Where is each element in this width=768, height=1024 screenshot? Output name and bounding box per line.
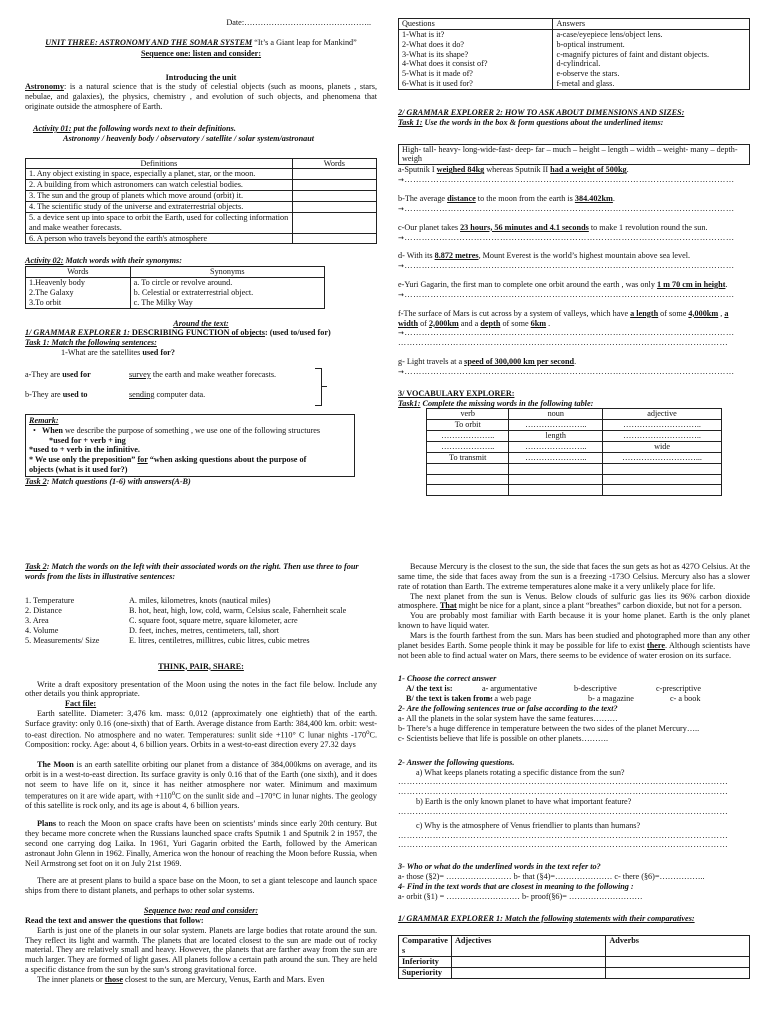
bottom-right-column: [398, 558, 750, 979]
answer-line-d[interactable]: →……………………………………………………………………………………………………: [398, 261, 735, 271]
activity-01-word-list: Astronomy / heavenly body / observatory / satellite / solar system/astronaut: [63, 133, 315, 143]
table-row: 6-What is it used for? f-metal and glass.: [399, 79, 750, 89]
answer-line-a[interactable]: →……………………………………………………………………………………………………: [398, 175, 735, 185]
q2-a: a) What keeps planets rotating a specific distance from the sun?: [416, 767, 625, 777]
used-for-examples: a-They are used for survey the earth and make weather forecasts. b-They are used to sending computer data.: [25, 370, 377, 410]
comparatives-table: Comparative s Adjectives Adverbs Inferiority Superiority: [398, 935, 750, 978]
q4-items[interactable]: a- orbit (§1) = ……………………… b- proof(§6)= ………………………: [398, 891, 643, 901]
earth-paragraph: You are probably most familiar with Earth because it is your home planet. Earth is the only planet known to have liquid water.: [398, 611, 750, 631]
remark-box: Remark: • When we describe the purpose of something , we use one of the following structures *used for + verb + ing *used to + verb in the infinitive. * We use only the preposition” for “when asking questions about the purpose of objects (what is it used for?): [25, 414, 355, 477]
unit-title: UNIT THREE: ASTRONOMY AND THE SOMAR SYSTEM: [45, 37, 253, 47]
true-false-a: a- All the planets in the solar system have the same features………: [398, 714, 618, 724]
reading-text-paragraph-1: Earth is just one of the planets in our solar system. Planets are large bodies that rotate around the sun. They reflect its light and warmth. The planets that are located closest to the sun are made out of rocky material. They are relatively small and heavy. However, the planets that are farther away from the sun are much larger. They are formed of light gases. All planets follow a certain path around the sun. They are held a specific distance from the sun by the sun’s strong gravitational force.: [25, 925, 377, 975]
intro-heading: Introducing the unit: [165, 72, 237, 82]
answer-line-e[interactable]: →……………………………………………………………………………………………………: [398, 289, 735, 299]
table-row: 3-What is its shape? c-magnify pictures of faint and distant objects.: [399, 50, 750, 60]
answer-line[interactable]: ……………………………………………………………………………………………………: [398, 777, 729, 787]
table-row: 6. A person who travels beyond the earth's atmosphere: [26, 233, 377, 244]
grammar-explorer-comparatives-heading: 1/ GRAMMAR EXPLORER 1: Match the following statements with their comparatives:: [398, 913, 695, 923]
activity-01-instruction: put the following words next to their definitions.: [71, 123, 236, 133]
table-row: [427, 463, 722, 474]
words-header: Words: [292, 158, 376, 169]
moon-paragraph: The Moon is an earth satellite orbiting our planet from a distance of 384,000kms on average, and its orbit is in a west-to-east direction. Its surface gravity is only 0.16 that of the Earth (one sixth), and it does not seem to have life on it, since it has neither atmosphere nor water. Minimum and maximum temperatures on it are wide apart, with $+110^oC$ on the sunlit side and –170°C in lunar nights. The geology of this satellite is rock only, and its age is about 4, 6 billion years.: [25, 760, 377, 811]
q3-items[interactable]: a- those (§2)= …………………… b- that (§4)=………………… c- there (§6)=……………..: [398, 872, 705, 882]
qa-table: Questions Answers 1-What is it? a-case/eyepiece lens/object lens. 2-What does it do? b-optical instrument. 3-What is its shape? c-magnify pictures of faint and distant objects. 4-What does it consist of? d-cylindrical. 5-What is it made of? e-observe the stars. 6-What is it used for? f-metal and glass.: [398, 18, 750, 90]
table-row: 2. A building from which astronomers can watch celestial bodies.: [26, 180, 377, 191]
table-row: 2-What does it do? b-optical instrument.: [399, 40, 750, 50]
q3-heading: 3- Who or what do the underlined words in the text refer to?: [398, 862, 601, 872]
q2-c: c) Why is the atmosphere of Venus friendlier to plants than humans?: [416, 820, 641, 830]
read-text-instruction: Read the text and answer the questions that follow:: [25, 915, 204, 925]
task-1-heading: Task 1: Match the following sentences:: [25, 338, 157, 348]
table-row: Inferiority: [399, 957, 750, 968]
fact-file-text: Earth satellite. Diameter: 3,476 km. mass: 0,012 (approximately one eightieth) that of the earth. Surface gravity: only 0.16 (one-sixth) that of Earth. Average distance from Earth: 384,400 km. orbit: west-to-east direction. No atmosphere and no water. Temperatures: sunlit side +110° C lunar nights -170$^o$C. Composition: rocky. Age: about 4, 6 billion years. Orbits in a west-to-east direction every 27.32 days: [25, 709, 377, 750]
activity-02-instruction: Activity 02: Match words with their synonyms:: [25, 256, 182, 266]
vocabulary-explorer-heading: 3/ VOCABULARY EXPLORER:: [398, 388, 515, 398]
activity-01-label: Activity 01:: [33, 123, 72, 133]
answer-line[interactable]: ……………………………………………………………………………………………………: [398, 787, 729, 797]
space-base-paragraph: There are at present plans to build a space base on the Moon, to set a giant telescope and launch space ships from there to distant planets, and perhaps to other solar systems.: [25, 876, 377, 896]
answer-cell[interactable]: [292, 169, 376, 180]
sentence-g: g- Light travels at a speed of 300,000 km per second.: [398, 357, 577, 367]
comp-inferiority-adj: [451, 957, 605, 968]
q2-heading: 2- Answer the following questions.: [398, 757, 515, 767]
true-false-b: b- There’s a huge difference in temperature between the two sides of the planet Mercury…..: [398, 723, 700, 733]
sequence-two-title: Sequence two: read and consider:: [143, 906, 259, 916]
mercury-paragraph: Because Mercury is the closest to the sun, the side that faces the sun gets as hot as 427O Celsius. At the same time, the side that faces away from the sun is a freezing -173O Celsius. Mercury also has a slower rate of rotation than Earth. The extreme temperatures alone make it a very unlikely place for life.: [398, 562, 750, 591]
table-row: 2.The Galaxy b. Celestial or extraterrestrial object.: [26, 288, 325, 298]
task-2-matching-instruction: Task 2: Match the words on the left with their associated words on the right. Then use three to four words from the lists in illustrative sentences:: [25, 562, 359, 581]
true-false-c: c- Scientists believe that life is possible on other planets……….: [398, 733, 609, 743]
grammar-explorer-2-heading: 2/ GRAMMAR EXPLORER 2: HOW TO ASK ABOUT DIMENSIONS AND SIZES:: [398, 107, 685, 117]
unit-subtitle: “It’s a Giant leap for Mankind”: [254, 37, 357, 47]
table-row: To orbit ………………….. ………………………..: [427, 420, 722, 431]
word-box: High- tall- heavy- long-wide-fast- deep- far – much – height – length – width – weight- many – depth- weigh: [398, 144, 750, 166]
answer-line-g[interactable]: →……………………………………………………………………………………………………: [398, 366, 735, 376]
bracket-shape: [315, 368, 322, 406]
grammar-explorer-1-heading: 1/ GRAMMAR EXPLORER 1: DESCRIBING FUNCTION of objects: (used to/used for): [25, 328, 331, 338]
answer-line[interactable]: ……………………………………………………………………………………………………: [398, 806, 729, 816]
task-2-heading: Task 2: Match questions (1-6) with answers(A-B): [25, 477, 191, 486]
sequence-one-title: Sequence one: listen and consider:: [140, 48, 262, 58]
answer-cell[interactable]: [292, 233, 376, 244]
fact-file-heading: Fact file:: [65, 699, 97, 709]
table-row: 1-What is it? a-case/eyepiece lens/object lens.: [399, 29, 750, 39]
answer-line-b[interactable]: →……………………………………………………………………………………………………: [398, 203, 735, 213]
ge2-task-1: Task 1: Use the words in the box & form questions about the underlined items:: [398, 117, 664, 127]
sentence-a: a-Sputnik I weighed 84kg whereas Sputnik II had a weight of 500kg.: [398, 165, 629, 175]
answer-line[interactable]: ……………………………………………………………………………………………………: [398, 830, 729, 840]
q1-options: A/ the text is: a- argumentative b-descriptive c-prescriptive B/ the text is taken from: a- a web page b- a magazine c- a book: [406, 684, 702, 704]
reading-text-paragraph-2: The inner planets or those closest to the sun, are Mercury, Venus, Earth and Mars. Even: [37, 974, 325, 984]
mars-paragraph: Mars is the fourth farthest from the sun. Mars has been studied and photographed more than any other planet besides Earth. Some people think it may be possible for life to exist there. Although scientists have not been able to find actual water on Mars, there seems to be evidence of water erosion on its surface.: [398, 630, 750, 660]
definitions-header: Definitions: [26, 158, 293, 169]
table-row: 5-What is it made of? e-observe the stars.: [399, 69, 750, 79]
sentence-d: d- With its 8.872 metres, Mount Everest is the world’s highest mountain above sea level.: [398, 251, 691, 261]
bottom-left-column: [25, 558, 377, 985]
definitions-table: [25, 158, 377, 245]
q1-heading: 1- Choose the correct answer: [398, 674, 497, 684]
table-row: 1.Heavenly body a. To circle or revolve around.: [26, 278, 325, 288]
answer-line[interactable]: ……………………………………………………………………………………………………: [398, 840, 729, 850]
astronomy-definition: Astronomy: is a natural science that is the study of celestial objects (such as moons, planets , stars, nebulae, and galaxies), the physics, chemistry , and evolution of such objects, and phenomena that originate outside the atmosphere of Earth.: [25, 82, 377, 112]
sentence-b: b-The average distance to the moon from the earth is 384.402km.: [398, 193, 615, 203]
sentence-c: c-Our planet takes 23 hours, 56 minutes and 4.1 seconds to make 1 revolution round the sun.: [398, 222, 708, 232]
table-row: 5. a device sent up into space to orbit the Earth, used for collecting information and make weather forecasts.: [26, 212, 377, 233]
task-1-question: 1-What are the satellites used for?: [61, 348, 175, 358]
sentence-e: e-Yuri Gagarin, the first man to complete one orbit around the earth , was only 1 m 70 cm in height.: [398, 280, 728, 290]
venus-paragraph: The next planet from the sun is Venus. Below clouds of sulfuric gas lies its 96% carbon dioxide atmosphere. That might be nice for a plant, since a plant “breathes” carbon dioxide, but not for a person.: [398, 591, 750, 611]
top-left-column: [25, 18, 377, 487]
answer-cell[interactable]: [292, 180, 376, 191]
plans-paragraph: Plans to reach the Moon on space crafts have been on scientists’ minds since early 20th century. But they became more concrete when the Russians launched space crafts Sputnik 1 and Sputnik 2 in 1957, the second one carrying dog Laika. In 1961, Yuri Gagarin orbited the Earth, followed by the American astronaut John Glenn in 1962. Finally, America won the honour of reaching the Moon before Russia, when Neil Armstrong set foot on it on July 21st 1969.: [25, 819, 377, 868]
table-row: [427, 474, 722, 485]
table-row: 4. The scientific study of the universe and extraterrestrial objects.: [26, 201, 377, 212]
synonyms-table: Words Synonyms 1.Heavenly body a. To circle or revolve around. 2.The Galaxy b. Celestial or extraterrestrial object. 3.To orbit c. The Milky Way: [25, 266, 325, 308]
top-right-column: [398, 18, 750, 496]
word-forms-table: verb noun adjective To orbit ………………….. ……………………….. ……………….. length ……………………….. ……………….. ………………….. wide To transmit ………………….. ………………………...: [426, 408, 722, 496]
table-row: To transmit ………………….. ………………………...: [427, 452, 722, 463]
remark-line-4: * We use only the preposition” for “when asking questions about the purpose of: [29, 455, 307, 465]
answer-cell[interactable]: [292, 201, 376, 212]
true-false-heading: 2- Are the following sentences true or false according to the text?: [398, 704, 618, 714]
table-row: 1. Any object existing in space, especially a planet, star, or the moon.: [26, 169, 377, 180]
table-row: ……………….. ………………….. wide: [427, 442, 722, 453]
tps-instruction: Write a draft expository presentation of the Moon using the notes in the fact file below. Include any other details you think appropriate.: [25, 679, 377, 699]
matching-list: 1. Temperature A. miles, kilometres, knots (nautical miles) 2. Distance B. hot, heat, high, low, cold, warm, Celsius scale, Fahernheit scale 3. Area C. square foot, square metre, square kilometer, acre 4. Volume D. feet, inches, metres, centimeters, tall, short 5. Measurements/ Size E. litres, centiletres, millitres, cubic litres, cubic metres: [25, 595, 347, 645]
table-row: [427, 485, 722, 496]
date-line: Date:………………………………………..: [226, 18, 371, 27]
answer-cell[interactable]: [292, 191, 376, 202]
answer-line-f2[interactable]: ……………………………………………………………………………………………………: [398, 338, 729, 348]
table-row: 3.To orbit c. The Milky Way: [26, 298, 325, 308]
think-pair-share-heading: THINK, PAIR, SHARE:: [158, 661, 244, 671]
answer-cell[interactable]: [292, 212, 376, 233]
q4-heading: 4- Find in the text words that are closest in meaning to the following :: [398, 881, 634, 891]
vocab-task-1: Task1: Complete the missing words in the following table:: [398, 398, 594, 408]
table-row: Superiority: [399, 968, 750, 979]
table-row: 3. The sun and the group of planets which move around (orbit) it.: [26, 191, 377, 202]
answer-line-c[interactable]: →……………………………………………………………………………………………………: [398, 232, 735, 242]
around-text-heading: Around the text:: [173, 318, 229, 328]
table-row: 4-What does it consist of? d-cylindrical.: [399, 59, 750, 69]
table-row: ……………….. length ………………………..: [427, 431, 722, 442]
sentence-f: f-The surface of Mars is cut across by a system of valleys, which have a length of some 4,000km , a width of 2,000km and a depth of some 6km .: [398, 308, 729, 328]
q2-b: b) Earth is the only known planet to have what important feature?: [416, 797, 632, 807]
answer-line-f1[interactable]: →……………………………………………………………………………………………………: [398, 328, 735, 338]
